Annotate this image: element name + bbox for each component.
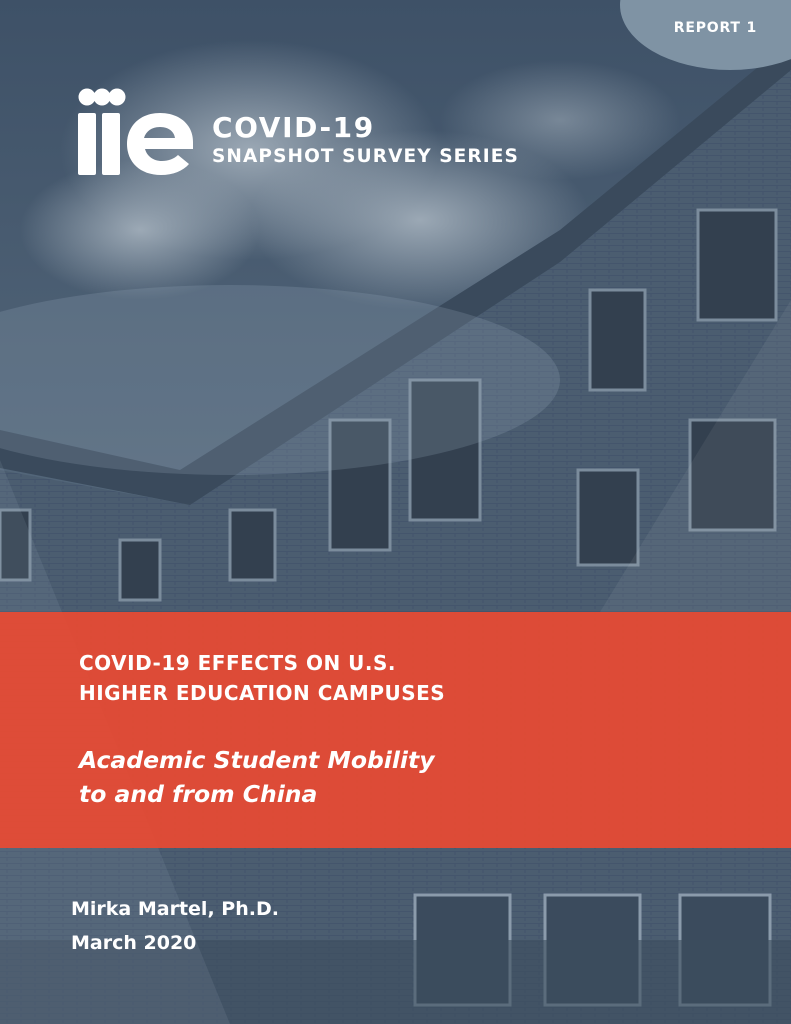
publication-date: March 2020 (71, 932, 197, 954)
series-title-line1: COVID-19 (212, 111, 375, 144)
report-title (79, 648, 445, 708)
report-number-label: REPORT 1 (673, 20, 757, 36)
report-subtitle-line2: to and from China (79, 780, 318, 808)
author-block (71, 892, 279, 960)
report-title-line1: COVID-19 EFFECTS ON U.S. (79, 651, 397, 675)
report-subtitle-line1: Academic Student Mobility (79, 746, 435, 774)
series-title-line2: SNAPSHOT SURVEY SERIES (212, 146, 519, 167)
iie-logo (78, 86, 196, 180)
report-title-line2: HIGHER EDUCATION CAMPUSES (79, 681, 446, 705)
report-subtitle (79, 743, 435, 811)
series-title (212, 112, 519, 169)
author-name: Mirka Martel, Ph.D. (71, 898, 279, 920)
